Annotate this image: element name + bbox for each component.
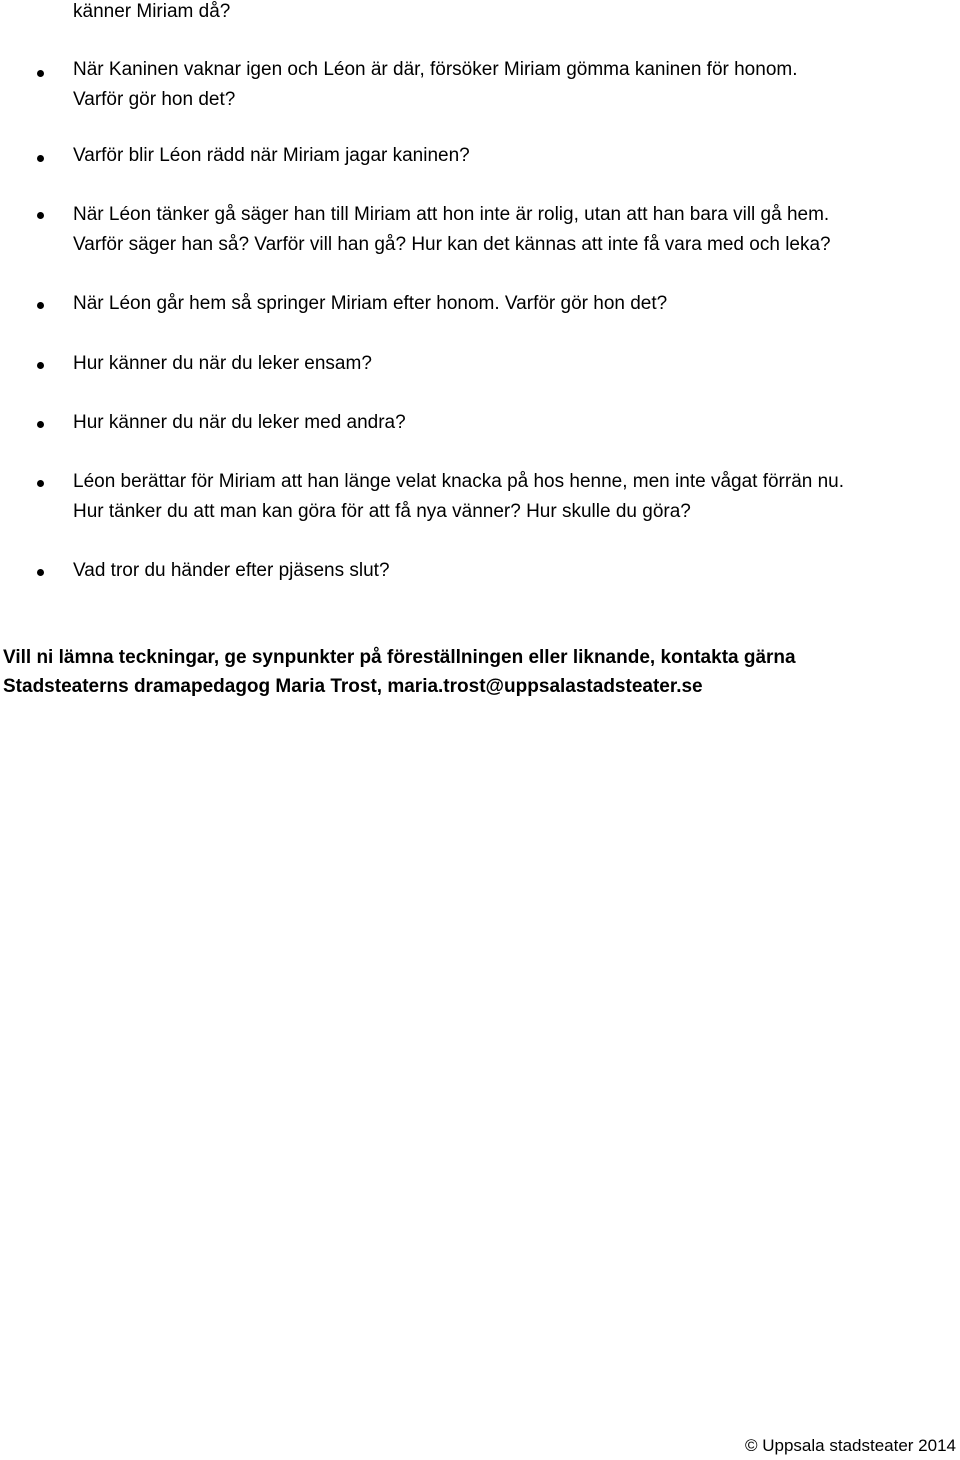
bullet-icon (37, 480, 44, 487)
question-2-line-1: Varför blir Léon rädd när Miriam jagar kaninen? (73, 145, 470, 166)
continued-question-line: känner Miriam då? (73, 1, 231, 22)
question-1-line-2: Varför gör hon det? (73, 89, 236, 110)
bullet-icon (37, 569, 44, 576)
question-4-line-1: När Léon går hem så springer Miriam efter honom. Varför gör hon det? (73, 293, 668, 314)
question-5-line-1: Hur känner du när du leker ensam? (73, 353, 372, 374)
bullet-icon (37, 362, 44, 369)
question-7-line-2: Hur tänker du att man kan göra för att få nya vänner? Hur skulle du göra? (73, 501, 691, 522)
contact-note-line-2: Stadsteaterns dramapedagog Maria Trost, maria.trost@uppsalastadsteater.se (3, 676, 703, 697)
question-6-line-1: Hur känner du när du leker med andra? (73, 412, 406, 433)
question-1-line-1: När Kaninen vaknar igen och Léon är där, försöker Miriam gömma kaninen för honom. (73, 59, 798, 80)
bullet-icon (37, 212, 44, 219)
copyright-footer: © Uppsala stadsteater 2014 (745, 1436, 956, 1455)
question-7-line-1: Léon berättar för Miriam att han länge velat knacka på hos henne, men inte vågat förrän nu. (73, 471, 845, 492)
bullet-icon (37, 155, 44, 162)
bullet-icon (37, 302, 44, 309)
bullet-icon (37, 421, 44, 428)
question-3-line-2: Varför säger han så? Varför vill han gå? Hur kan det kännas att inte få vara med och leka? (73, 234, 831, 255)
contact-note-line-1: Vill ni lämna teckningar, ge synpunkter på föreställningen eller liknande, kontakta gärna (3, 647, 796, 668)
question-8-line-1: Vad tror du händer efter pjäsens slut? (73, 560, 390, 581)
bullet-icon (37, 70, 44, 77)
question-3-line-1: När Léon tänker gå säger han till Miriam att hon inte är rolig, utan att han bara vill gå hem. (73, 204, 830, 225)
